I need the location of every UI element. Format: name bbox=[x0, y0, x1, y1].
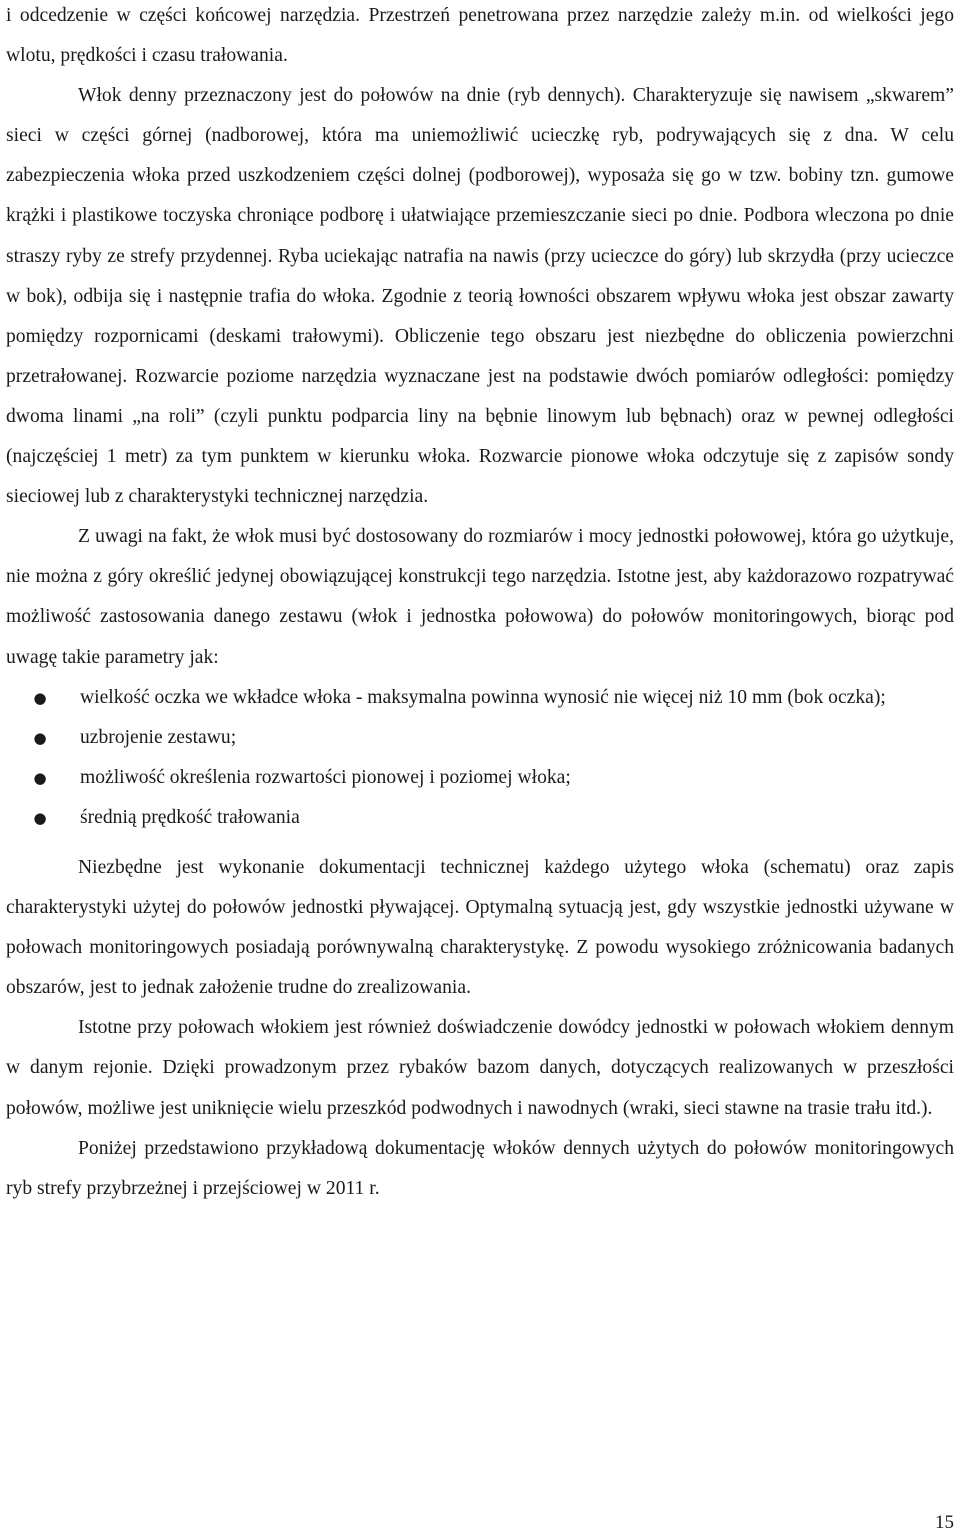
list-item-text: wielkość oczka we wkładce włoka - maksymalna powinna wynosić nie więcej niż 10 mm (bok oczka); bbox=[80, 686, 886, 708]
spacer bbox=[6, 838, 954, 848]
document-page bbox=[6, 0, 954, 1209]
list-item bbox=[6, 798, 954, 838]
page-number: 15 bbox=[935, 1512, 954, 1533]
list-item bbox=[6, 758, 954, 798]
list-item-text: możliwość określenia rozwartości pionowej i poziomej włoka; bbox=[80, 766, 571, 788]
list-item-text: średnią prędkość trałowania bbox=[80, 806, 300, 828]
paragraph-trawl-selection: Z uwagi na fakt, że włok musi być dostosowany do rozmiarów i mocy jednostki połowowej, która go użytkuje, nie można z góry określić jedynej obowiązującej konstrukcji tego narzędzia. Istotne jest, aby każdorazowo rozpatrywać możliwość zastosowania danego zestawu (włok i jednostka połowowa) do połowów monitoringowych, biorąc pod uwagę takie parametry jak: bbox=[6, 526, 954, 668]
paragraph-example-documentation: Poniżej przedstawiono przykładową dokumentację włoków dennych użytych do połowów monitoringowych ryb strefy przybrzeżnej i przejściowej w 2011 r. bbox=[6, 1137, 954, 1199]
paragraph-documentation: Niezbędne jest wykonanie dokumentacji technicznej każdego użytego włoka (schematu) oraz zapis charakterystyki użytej do połowów jednostki pływającej. Optymalną sytuacją jest, gdy wszystkie jednostki używane w połowach monitoringowych posiadają porównywalną charakterystykę. Z powodu wysokiego zróżnicowania badanych obszarów, jest to jednak założenie trudne do zrealizowania. bbox=[6, 856, 954, 999]
bullet-icon: ● bbox=[33, 768, 47, 787]
parameter-list bbox=[6, 678, 954, 838]
bullet-icon: ● bbox=[33, 688, 47, 707]
bullet-icon: ● bbox=[33, 728, 47, 747]
paragraph-bottom-trawl-description: Włok denny przeznaczony jest do połowów na dnie (ryb dennych). Charakteryzuje się nawisem „skwarem” sieci w części górnej (nadborowej, która ma uniemożliwić ucieczkę ryb, podrywających się z dna. W celu zabezpieczenia włoka przed uszkodzeniem części dolnej (podborowej), wyposaża się go w tzw. bobiny tzn. gumowe krążki i plastikowe toczyska chroniące podborę i ułatwiające przemieszczanie sieci po dnie. Podbora wleczona po dnie straszy ryby ze strefy przydennej. Ryba uciekając natrafia na nawis (przy ucieczce do góry) lub skrzydła (przy ucieczce w bok), odbija się i następnie trafia do włoka. Zgodnie z teorią łowności obszarem wpływu włoka jest obszar zawarty pomiędzy rozpornicami (deskami trałowymi). Obliczenie tego obszaru jest niezbędne do obliczenia powierzchni przetrałowanej. Rozwarcie poziome narzędzia wyznaczane jest na podstawie dwóch pomiarów odległości: pomiędzy dwoma linami „na roli” (czyli punktu podparcia liny na bębnie linowym lub bębnach) oraz w pewnej odległości (najczęściej 1 metr) za tym punktem w kierunku włoka. Rozwarcie pionowe włoka odczytuje się z zapisów sondy sieciowej lub z charakterystyki technicznej narzędzia. bbox=[6, 85, 954, 508]
list-item bbox=[6, 678, 954, 718]
list-item bbox=[6, 718, 954, 758]
bullet-icon: ● bbox=[33, 808, 47, 827]
paragraph-commander-experience: Istotne przy połowach włokiem jest również doświadczenie dowódcy jednostki w połowach włokiem dennym w danym rejonie. Dzięki prowadzonym przez rybaków bazom danych, dotyczących realizowanych w przeszłości połowów, możliwe jest uniknięcie wielu przeszkód podwodnych i nawodnych (wraki, sieci stawne na trasie trału itd.). bbox=[6, 1017, 954, 1119]
paragraph-intro-continuation: i odcedzenie w części końcowej narzędzia. Przestrzeń penetrowana przez narzędzie zależy m.in. od wielkości jego wlotu, prędkości i czasu trałowania. bbox=[6, 5, 954, 67]
list-item-text: uzbrojenie zestawu; bbox=[80, 726, 237, 748]
